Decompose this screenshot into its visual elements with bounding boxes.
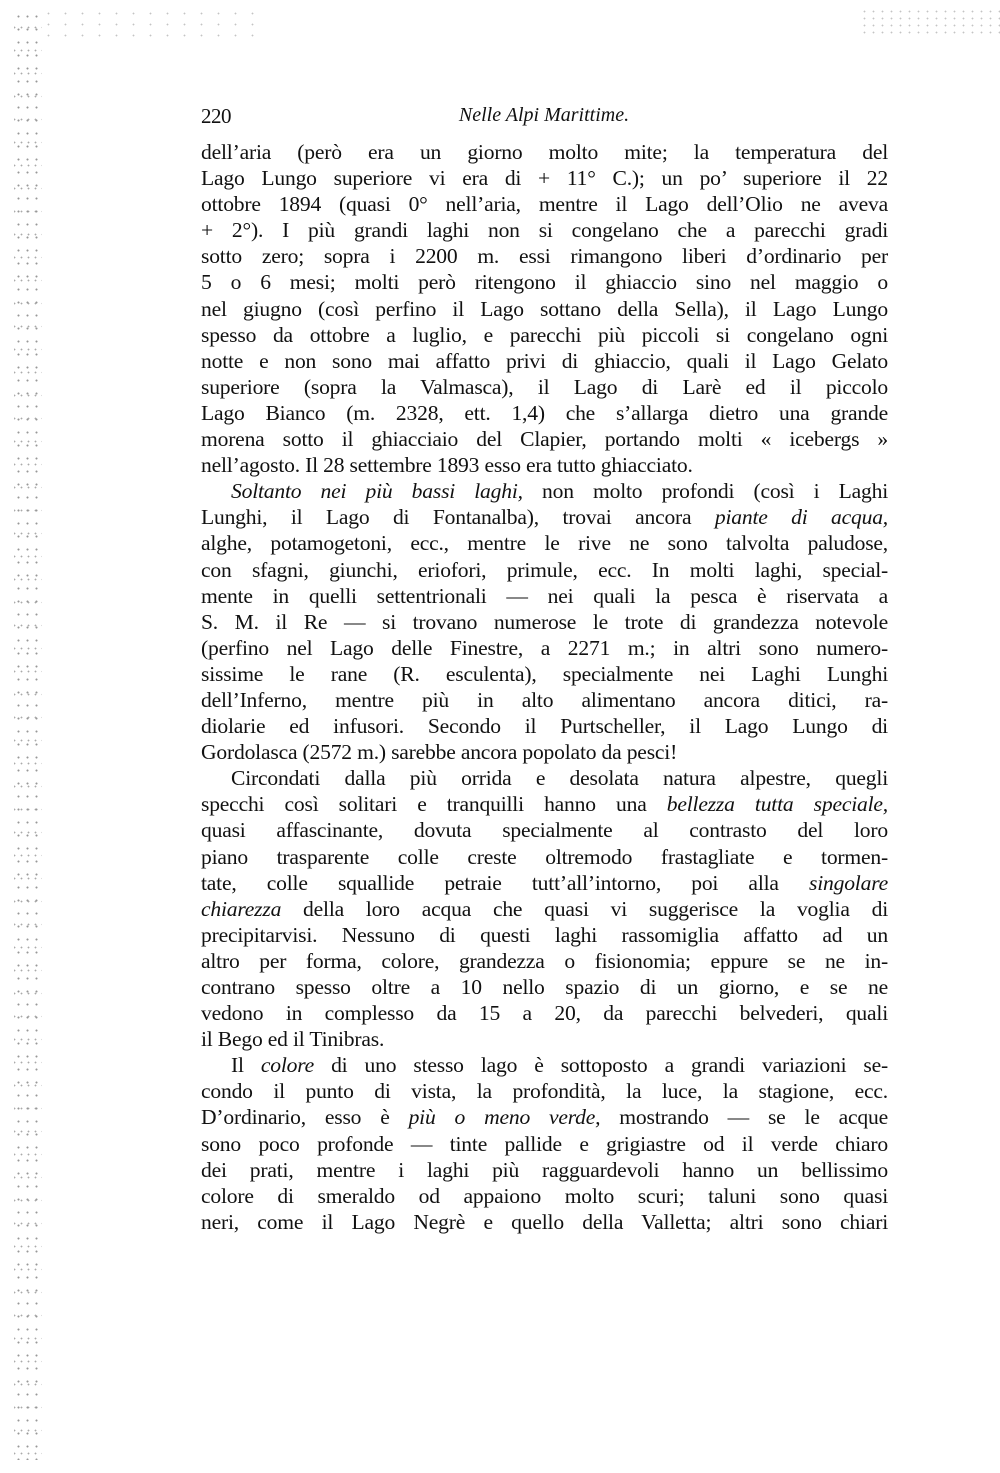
italic-text: più o meno verde, bbox=[408, 1105, 601, 1130]
text-segment: di uno stesso lago è sottoposto a grandi variazioni se- bbox=[314, 1053, 888, 1078]
text-segment: morena sotto il ghiacciaio del Clapier, portando molti « icebergs » bbox=[201, 427, 888, 452]
text-line bbox=[201, 269, 888, 295]
text-line bbox=[201, 191, 888, 217]
text-line bbox=[201, 400, 888, 426]
text-line bbox=[201, 791, 888, 817]
text-segment: contrano spesso oltre a 10 nello spazio di un giorno, e se ne bbox=[201, 975, 888, 999]
text-segment: + 2°). I più grandi laghi non si congelano che a parecchi gradi bbox=[201, 218, 888, 243]
text-segment: precipitarvisi. Nessuno di questi laghi rassomiglia affatto ad un bbox=[201, 922, 888, 947]
text-line bbox=[201, 452, 888, 478]
paragraph-first-line bbox=[201, 478, 888, 504]
text-segment: dell’Inferno, mentre più in alto alimentano ancora ditici, ra- bbox=[201, 687, 888, 712]
text-segment: dei prati, mentre i laghi più ragguardevoli hanno un bellissimo bbox=[201, 1157, 888, 1182]
italic-text: colore bbox=[260, 1053, 315, 1078]
text-segment: Lago Bianco (m. 2328, ett. 1,4) che s’allarga dietro una grande bbox=[201, 400, 888, 425]
text-line bbox=[201, 296, 888, 322]
text-line bbox=[201, 687, 888, 713]
text-segment: 5 o 6 mesi; molti però ritengono il ghiaccio sino nel maggio o bbox=[201, 270, 888, 295]
scan-noise-left-margin bbox=[14, 10, 42, 1460]
text-line bbox=[201, 504, 888, 530]
paragraph-first-line bbox=[201, 765, 888, 791]
text-segment: nell’agosto. Il 28 settembre 1893 esso era tutto ghiacciato. bbox=[201, 453, 693, 478]
text-line bbox=[201, 974, 888, 1000]
text-line bbox=[201, 1026, 888, 1052]
text-line bbox=[201, 661, 888, 687]
text-line bbox=[201, 1000, 888, 1026]
italic-text: piante di acqua, bbox=[714, 505, 888, 530]
italic-text: chiarezza bbox=[201, 896, 282, 921]
text-line bbox=[201, 217, 888, 243]
text-line bbox=[201, 1209, 888, 1235]
paragraph-first-line bbox=[201, 1052, 888, 1078]
text-segment: della loro acqua che quasi vi suggerisce la voglia di bbox=[281, 896, 888, 921]
text-segment: alghe, potamogetoni, ecc., mentre le rive ne sono talvolta paludose, bbox=[201, 531, 888, 556]
text-segment: tate, colle squallide petraie tutt’all’intorno, poi alla bbox=[201, 870, 810, 895]
text-segment: notte e non sono mai affatto privi di ghiaccio, quali il Lago Gelato bbox=[201, 348, 888, 373]
text-line bbox=[201, 922, 888, 948]
text-segment: spesso da ottobre a luglio, e parecchi più piccoli si congelano ogni bbox=[201, 322, 888, 347]
text-segment: sissime le rane (R. esculenta), specialmente nei Laghi Lunghi bbox=[201, 661, 888, 686]
text-segment: specchi così solitari e tranquilli hanno una bbox=[201, 792, 667, 817]
text-line bbox=[201, 165, 888, 191]
text-line bbox=[201, 374, 888, 400]
text-segment: D’ordinario, esso è bbox=[201, 1105, 409, 1130]
text-line bbox=[201, 1104, 888, 1130]
text-line bbox=[201, 844, 888, 870]
text-segment: con sfagni, giunchi, eriofori, primule, ecc. In molti laghi, special- bbox=[201, 557, 888, 582]
text-segment: Lunghi, il Lago di Fontanalba), trovai ancora bbox=[201, 505, 715, 530]
text-line bbox=[201, 426, 888, 452]
text-line bbox=[201, 609, 888, 635]
text-line bbox=[201, 739, 888, 765]
text-line bbox=[201, 896, 888, 922]
text-segment: nel giugno (così perfino il Lago sottano della Sella), il Lago Lungo bbox=[201, 296, 888, 321]
text-segment: mostrando — se le acque bbox=[600, 1105, 888, 1130]
text-line bbox=[201, 583, 888, 609]
text-segment: condo il punto di vista, la profondità, la luce, la stagione, ecc. bbox=[201, 1079, 888, 1104]
text-segment: neri, come il Lago Negrè e quello della Valletta; altri sono chiari bbox=[201, 1209, 888, 1234]
italic-text: singolare bbox=[809, 870, 888, 895]
text-line bbox=[201, 948, 888, 974]
text-segment: vedono in complesso da 15 a 20, da parecchi belvederi, quali bbox=[201, 1001, 888, 1026]
running-title: Nelle Alpi Marittime. bbox=[458, 104, 630, 126]
text-segment: S. M. il Re — si trovano numerose le trote di grandezza notevole bbox=[201, 609, 888, 634]
italic-text: Soltanto nei più bassi laghi, bbox=[231, 479, 523, 504]
text-segment: quasi affascinante, dovuta specialmente al contrasto del loro bbox=[201, 818, 888, 843]
text-segment: sono poco profonde — tinte pallide e grigiastre od il verde chiaro bbox=[201, 1131, 888, 1156]
text-segment: superiore (sopra la Valmasca), il Lago di Larè ed il piccolo bbox=[201, 374, 888, 399]
text-line bbox=[201, 1183, 888, 1209]
text-line bbox=[201, 322, 888, 348]
text-line bbox=[201, 817, 888, 843]
text-line bbox=[201, 635, 888, 661]
text-segment: colore di smeraldo od appaiono molto scuri; taluni sono quasi bbox=[201, 1183, 888, 1208]
text-segment: Il bbox=[231, 1053, 261, 1078]
text-segment: Gordolasca (2572 m.) sarebbe ancora popolato da pesci! bbox=[201, 740, 678, 765]
running-head bbox=[201, 104, 887, 134]
text-segment: mente in quelli settentrionali — nei quali la pesca è riservata a bbox=[201, 583, 888, 608]
text-segment: sotto zero; sopra i 2200 m. essi rimangono liberi d’ordinario per bbox=[201, 244, 888, 269]
text-segment: altro per forma, colore, grandezza o fisionomia; eppure se ne in- bbox=[201, 948, 888, 973]
text-segment: dell’aria (però era un giorno molto mite; la temperatura del bbox=[201, 140, 888, 164]
text-segment: (perfino nel Lago delle Finestre, a 2271 m.; in altri sono numero- bbox=[201, 635, 888, 660]
scan-noise-top-right bbox=[860, 8, 1000, 38]
text-segment: diolarie ed infusori. Secondo il Purtscheller, il Lago Lungo di bbox=[201, 714, 888, 739]
body-text bbox=[201, 139, 888, 1235]
text-line bbox=[201, 870, 888, 896]
italic-text: bellezza tutta speciale, bbox=[666, 792, 889, 817]
text-line bbox=[201, 1131, 888, 1157]
text-segment: il Bego ed il Tinibras. bbox=[201, 1027, 385, 1052]
text-segment: Circondati dalla più orrida e desolata natura alpestre, quegli bbox=[231, 766, 888, 791]
text-segment: Lago Lungo superiore vi era di + 11° C.); un po’ superiore il 22 bbox=[201, 166, 888, 191]
page-number: 220 bbox=[201, 104, 231, 128]
text-line bbox=[201, 348, 888, 374]
text-segment: non molto profondi (così i Laghi bbox=[522, 479, 888, 504]
text-line bbox=[201, 557, 888, 583]
text-line bbox=[201, 1157, 888, 1183]
text-line bbox=[201, 1078, 888, 1104]
text-line bbox=[201, 713, 888, 739]
text-segment: ottobre 1894 (quasi 0° nell’aria, mentre il Lago dell’Olio ne aveva bbox=[201, 192, 888, 217]
text-segment: piano trasparente colle creste oltremodo frastagliate e tormen- bbox=[201, 844, 888, 869]
scan-noise-top bbox=[40, 8, 260, 38]
text-line bbox=[201, 243, 888, 269]
text-line bbox=[201, 530, 888, 556]
text-line bbox=[201, 139, 888, 165]
